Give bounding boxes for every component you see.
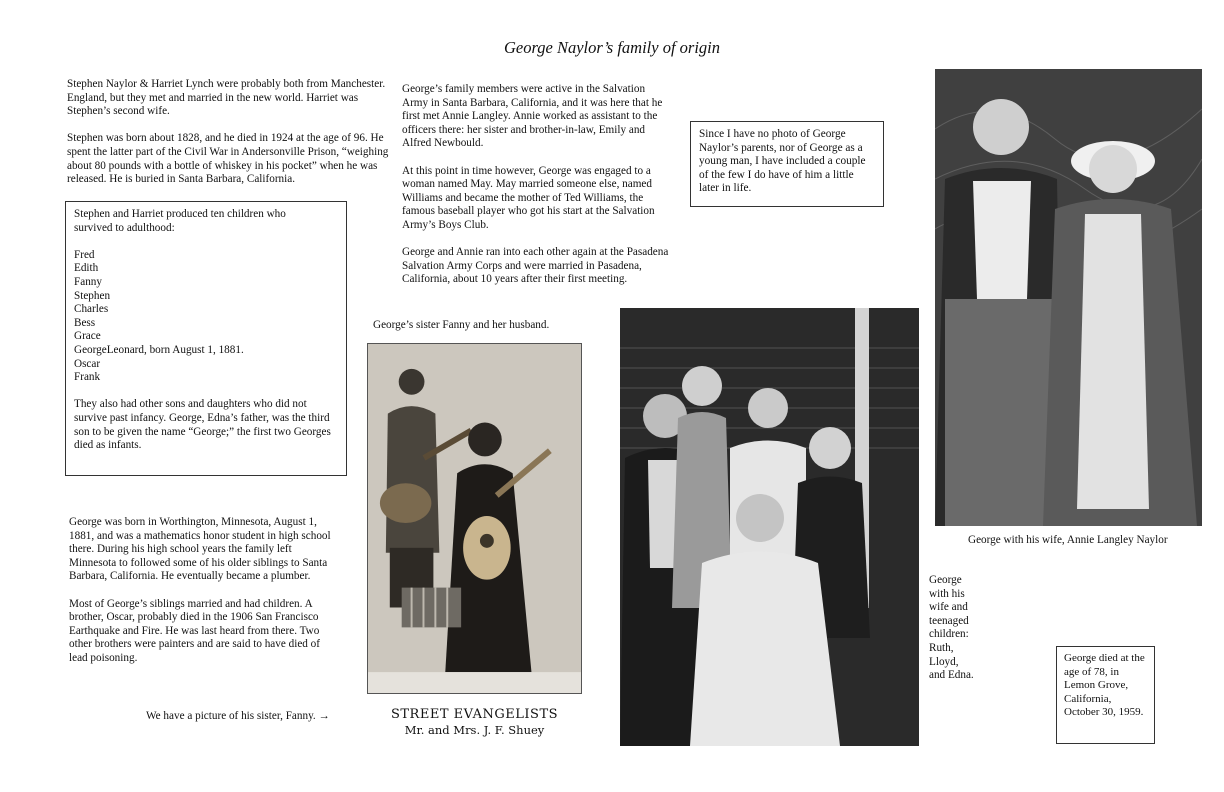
george-annie-photo — [935, 69, 1202, 526]
list-item: GeorgeLeonard, born August 1, 1881. — [74, 343, 244, 356]
photo-note: Since I have no photo of George Naylor’s parents, nor of George as a young man, I have included a couple of the few I do have of him a little later in life. — [699, 128, 866, 195]
fanny-husband-photo — [367, 343, 582, 694]
street-evangelists-caption — [367, 707, 582, 738]
george-bio — [69, 516, 341, 666]
photo-note-box — [690, 121, 884, 207]
george-annie-caption: George with his wife, Annie Langley Naylor — [968, 534, 1168, 546]
list-item: Oscar — [74, 357, 101, 370]
list-item: Charles — [74, 303, 109, 316]
list-item: Frank — [74, 371, 101, 384]
page-title: George Naylor’s family of origin — [503, 38, 721, 57]
family-photo-caption: George with his wife and teenaged children: Ruth, Lloyd, and Edna. — [929, 574, 974, 682]
death-note-box — [1056, 646, 1155, 744]
salvation-army-story — [402, 83, 670, 287]
list-item: Fanny — [74, 275, 102, 288]
list-item: Bess — [74, 316, 96, 329]
print-caption-names: Mr. and Mrs. J. F. Shuey — [404, 723, 545, 737]
stephen-harriet-intro — [67, 78, 395, 187]
story-paragraph-1: George’s family members were active in the Salvation Army in Santa Barbara, California, and it was here that he first met Annie Langley. Annie worked as assistant to the officers there: her sister and brother-in-law, Emily and Alfred Newbould. — [402, 83, 663, 150]
intro-paragraph-2: Stephen was born about 1828, and he died in 1924 at the age of 96. He spent the latter part of the Civil War in Andersonville Prison, “weighing about 80 pounds with a bottle of whiskey in his pocket” when he was released. He is buried in Santa Barbara, California. — [67, 132, 389, 186]
intro-paragraph-1: Stephen Naylor & Harriet Lynch were probably both from Manchester. England, but they met and married in the new world. Harriet was Stephen’s second wife. — [67, 78, 386, 118]
list-item: Edith — [74, 262, 99, 275]
bio-paragraph-1: George was born in Worthington, Minnesota, August 1, 1881, and was a mathematics honor student in high school there. During his high school years the family left Minnesota to followed some of his older siblings to Santa Barbara, California. He eventually became a plumber. — [69, 516, 331, 583]
story-paragraph-3: George and Annie ran into each other again at the Pasadena Salvation Army Corps and were married in Pasadena, California, about 10 years after their first meeting. — [402, 246, 669, 286]
list-item: Stephen — [74, 289, 111, 302]
list-item: Grace — [74, 330, 101, 343]
story-paragraph-2: At this point in time however, George was engaged to a woman named May. May married someone else, named Williams and became the mother of Ted Williams, the famous baseball player who got his start at the Salvation Army’s Boys Club. — [402, 164, 655, 231]
children-list — [74, 249, 338, 385]
family-photo — [620, 308, 919, 746]
bio-paragraph-2: Most of George’s siblings married and had children. A brother, Oscar, probably died in the 1906 San Francisco Earthquake and Fire. He was last heard from there. Two other brothers were painters and are said to have died of lead poisoning. — [69, 597, 320, 664]
fanny-pointer: We have a picture of his sister, Fanny. → — [146, 710, 330, 722]
fanny-photo-caption: George’s sister Fanny and her husband. — [373, 319, 550, 331]
children-lead: Stephen and Harriet produced ten children who survived to adulthood: — [74, 208, 286, 234]
death-note: George died at the age of 78, in Lemon Grove, California, October 30, 1959. — [1064, 652, 1145, 719]
list-item: Fred — [74, 248, 95, 261]
children-box — [65, 201, 347, 476]
print-caption-title: STREET EVANGELISTS — [390, 707, 559, 722]
infant-deaths-paragraph: They also had other sons and daughters who did not survive past infancy. George, Edna’s father, was the third son to be given the name “George;” the first two Georges died as infants. — [74, 398, 331, 452]
